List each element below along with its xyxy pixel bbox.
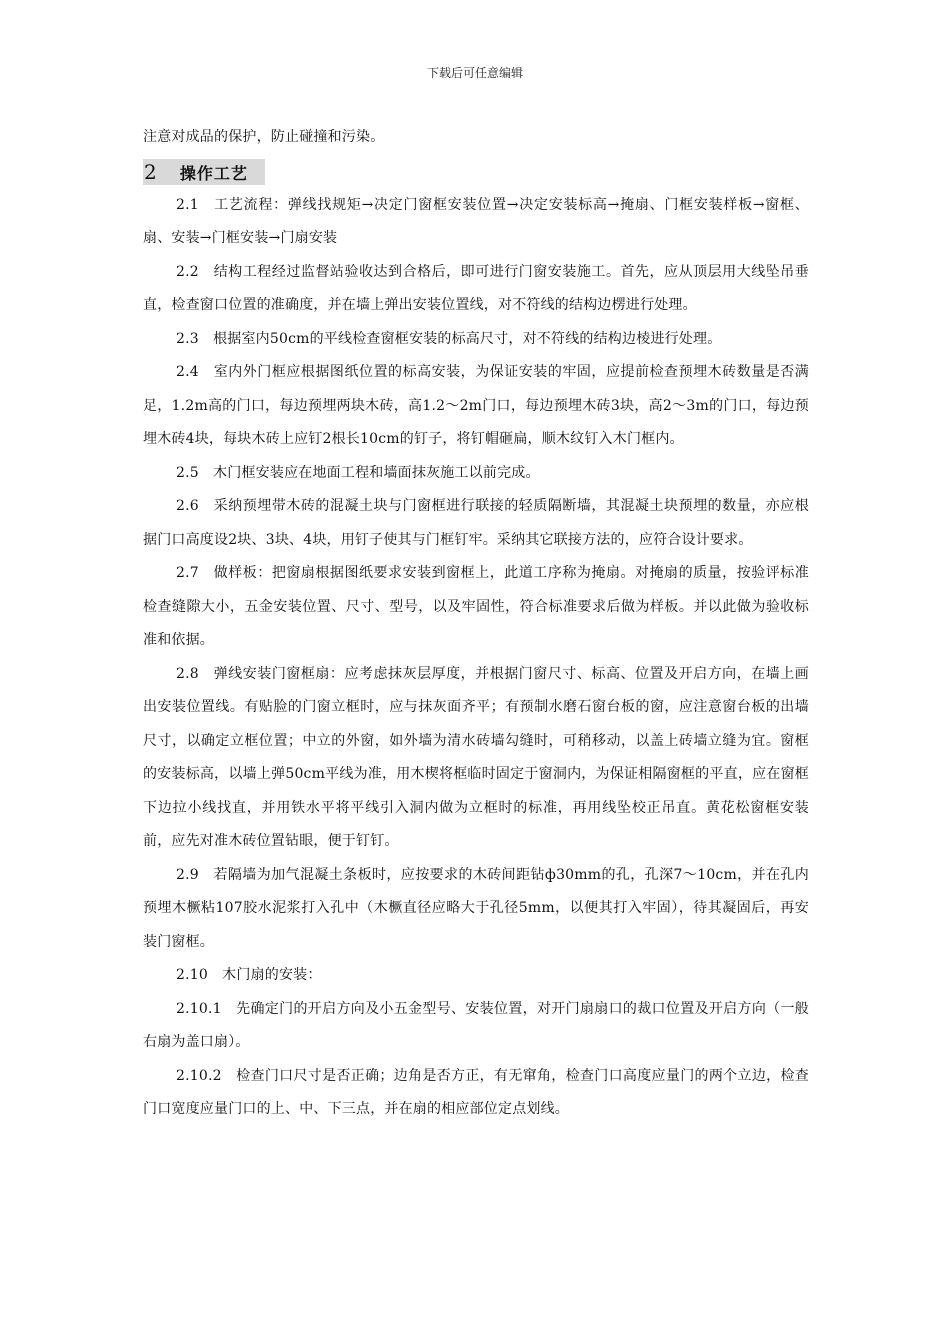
paragraph-2-10-2: 2.10.2 检查门口尺寸是否正确；边角是否方正，有无窜角，检查门口高度应量门的两个立边，检查门口宽度应量门口的上、中、下三点，并在扇的相应部位定点划线。 [143, 1067, 809, 1117]
section-number: 2 [144, 159, 157, 184]
section-title: 操作工艺 [179, 163, 248, 183]
paragraph-2-8: 2.8 弹线安装门窗框扇：应考虑抹灰层厚度，并根据门窗尺寸、标高、位置及开启方向，在墙上画出安装位置线。有贴脸的门窗立框时，应与抹灰面齐平；有预制水磨石窗台板的窗，应注意窗台板的出墙尺寸，以确定立框位置；中立的外窗，如外墙为清水砖墙勾缝时，可稍移动，以盖上砖墙立缝为宜。窗框的安装标高，以墙上弹50cm平线为准，用木楔将框临时固定于窗洞内，为保证相隔窗框的平直，应在窗框下边拉小线找直，并用铁水平将平线引入洞内做为立框时的标准，再用线坠校正吊直。黄花松窗框安装前，应先对准木砖位置钻眼，便于钉钉。 [143, 665, 809, 849]
page-header: 下载后可任意编辑 [426, 66, 523, 80]
paragraph-2-6: 2.6 采纳预埋带木砖的混凝土块与门窗框进行联接的轻质隔断墙，其混凝土块预埋的数量，亦应根据门口高度设2块、3块、4块，用钉子使其与门框钉牢。采纳其它联接方法的，应符合设计要求。 [143, 498, 809, 548]
paragraph-2-1: 2.1 工艺流程：弹线找规矩→决定门窗框安装位置→决定安装标高→掩扇、门框安装样板→窗框、扇、安装→门框安装→门扇安装 [143, 196, 809, 246]
intro-paragraph: 注意对成品的保护，防止碰撞和污染。 [143, 129, 385, 145]
section-heading [143, 155, 809, 189]
paragraph-2-7: 2.7 做样板：把窗扇根据图纸要求安装到窗框上，此道工序称为掩扇。对掩扇的质量，按验评标准检查缝隙大小，五金安装位置、尺寸、型号，以及牢固性，符合标准要求后做为样板。并以此做为验收标准和依据。 [143, 565, 809, 648]
paragraph-2-9: 2.9 若隔墙为加气混凝土条板时，应按要求的木砖间距钻ф30mm的孔，孔深7～10cm，并在孔内预埋木橛粘107胶水泥浆打入孔中（木橛直径应略大于孔径5mm，以便其打入牢固），待其凝固后，再安装门窗框。 [143, 866, 809, 950]
paragraph-2-10-1: 2.10.1 先确定门的开启方向及小五金型号、安装位置，对开门扇扇口的裁口位置及开启方向（一般右扇为盖口扇）。 [143, 1000, 809, 1050]
paragraph-2-2: 2.2 结构工程经过监督站验收达到合格后，即可进行门窗安装施工。首先，应从顶层用大线坠吊垂直，检查窗口位置的准确度，并在墙上弹出安装位置线，对不符线的结构边楞进行处理。 [143, 263, 809, 313]
paragraph-2-3: 2.3 根据室内50cm的平线检查窗框安装的标高尺寸，对不符线的结构边棱进行处理。 [176, 330, 722, 347]
paragraph-2-10: 2.10 木门扇的安装： [176, 967, 322, 983]
paragraph-2-5: 2.5 木门框安装应在地面工程和墙面抹灰施工以前完成。 [176, 464, 540, 481]
paragraph-2-4: 2.4 室内外门框应根据图纸位置的标高安装，为保证安装的牢固，应提前检查预埋木砖数量是否满足，1.2m高的门口，每边预埋两块木砖，高1.2～2m门口，每边预埋木砖3块，高2～3m的门口，每边预埋木砖4块，每块木砖上应钉2根长10cm的钉子，将钉帽砸扁，顺木纹钉入木门框内。 [143, 364, 809, 447]
page-content [143, 121, 809, 1127]
